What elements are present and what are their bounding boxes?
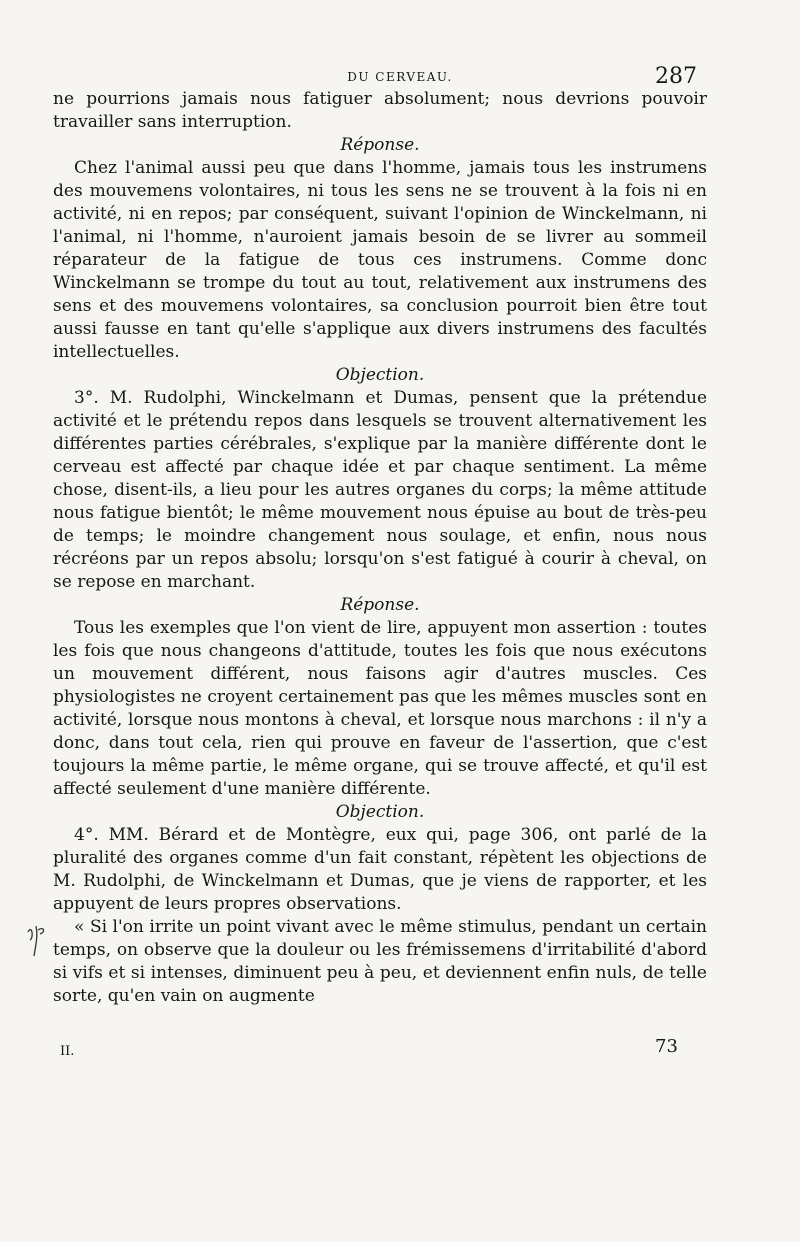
paragraph-3: 3°. M. Rudolphi, Winckelmann et Dumas, pensent que la prétendue activité et le prétendu repos dans lesquels se trouvent alternativement les différentes parties cérébrales, s'explique par la manière différente dont le cerveau est affecté par chaque idée et par chaque sentiment. La même chose, disent-ils, a lieu pour les autres organes du corps; la même attitude nous fatigue bientôt; le même mouvement nous épuise au bout de très-peu de temps; le moindre changement nous soulage, et enfin, nous nous récréons par un repos absolu; lorsqu'on s'est fatigué à courir à cheval, on se repose en marchant. <box>53 388 707 592</box>
page-number: 287 <box>655 64 697 89</box>
paragraph-1: ne pourrions jamais nous fatiguer absolument; nous devrions pouvoir travailler sans interruption. <box>53 89 707 132</box>
sheet-number: 73 <box>655 1036 678 1057</box>
heading-reponse-1: Réponse. <box>340 135 420 155</box>
paragraph-4: Tous les exemples que l'on vient de lire, appuyent mon assertion : toutes les fois que nous changeons d'attitude, toutes les fois que nous exécutons un mouvement différent, nous faisons agir d'autres muscles. Ces physiologistes ne croyent certainement pas que les mêmes muscles sont en activité, lorsque nous montons à cheval, et lorsque nous marchons : il n'y a donc, dans tout cela, rien qui prouve en faveur de l'assertion, que c'est toujours la même partie, le même organe, qui se trouve affecté, et qu'il est affecté seulement d'une manière différente. <box>53 618 707 799</box>
heading-objection-1: Objection. <box>335 365 425 385</box>
running-head: DU CERVEAU. <box>347 70 453 84</box>
signature-mark: II. <box>60 1044 75 1059</box>
paragraph-5: 4°. MM. Bérard et de Montègre, eux qui, page 306, ont parlé de la pluralité des organes comme d'un fait constant, répètent les objections de M. Rudolphi, de Winckelmann et Dumas, que je viens de rapporter, et les appuyent de leurs propres observations. <box>53 825 707 914</box>
paragraph-2: Chez l'animal aussi peu que dans l'homme, jamais tous les instrumens des mouvemens volontaires, ni tous les sens ne se trouvent à la fois ni en activité, ni en repos; par conséquent, suivant l'opinion de Winckelmann, ni l'animal, ni l'homme, n'auroient jamais besoin de se livrer au sommeil réparateur de la fatigue de tous ces instrumens. Comme donc Winckelmann se trompe du tout au tout, relativement aux instrumens des sens et des mouvemens volontaires, sa conclusion pourroit bien être tout aussi fausse en tant qu'elle s'applique aux divers instrumens des facultés intellectuelles. <box>53 158 707 362</box>
handwritten-pen-mark-icon <box>24 918 52 958</box>
paragraph-6: « Si l'on irrite un point vivant avec le même stimulus, pendant un certain temps, on observe que la douleur ou les frémissemens d'irritabilité d'abord si vifs et si intenses, diminuent peu à peu, et deviennent enfin nuls, de telle sorte, qu'en vain on augmente <box>53 917 707 1006</box>
heading-objection-2: Objection. <box>335 802 425 822</box>
body-text <box>53 88 707 1008</box>
heading-reponse-2: Réponse. <box>340 595 420 615</box>
